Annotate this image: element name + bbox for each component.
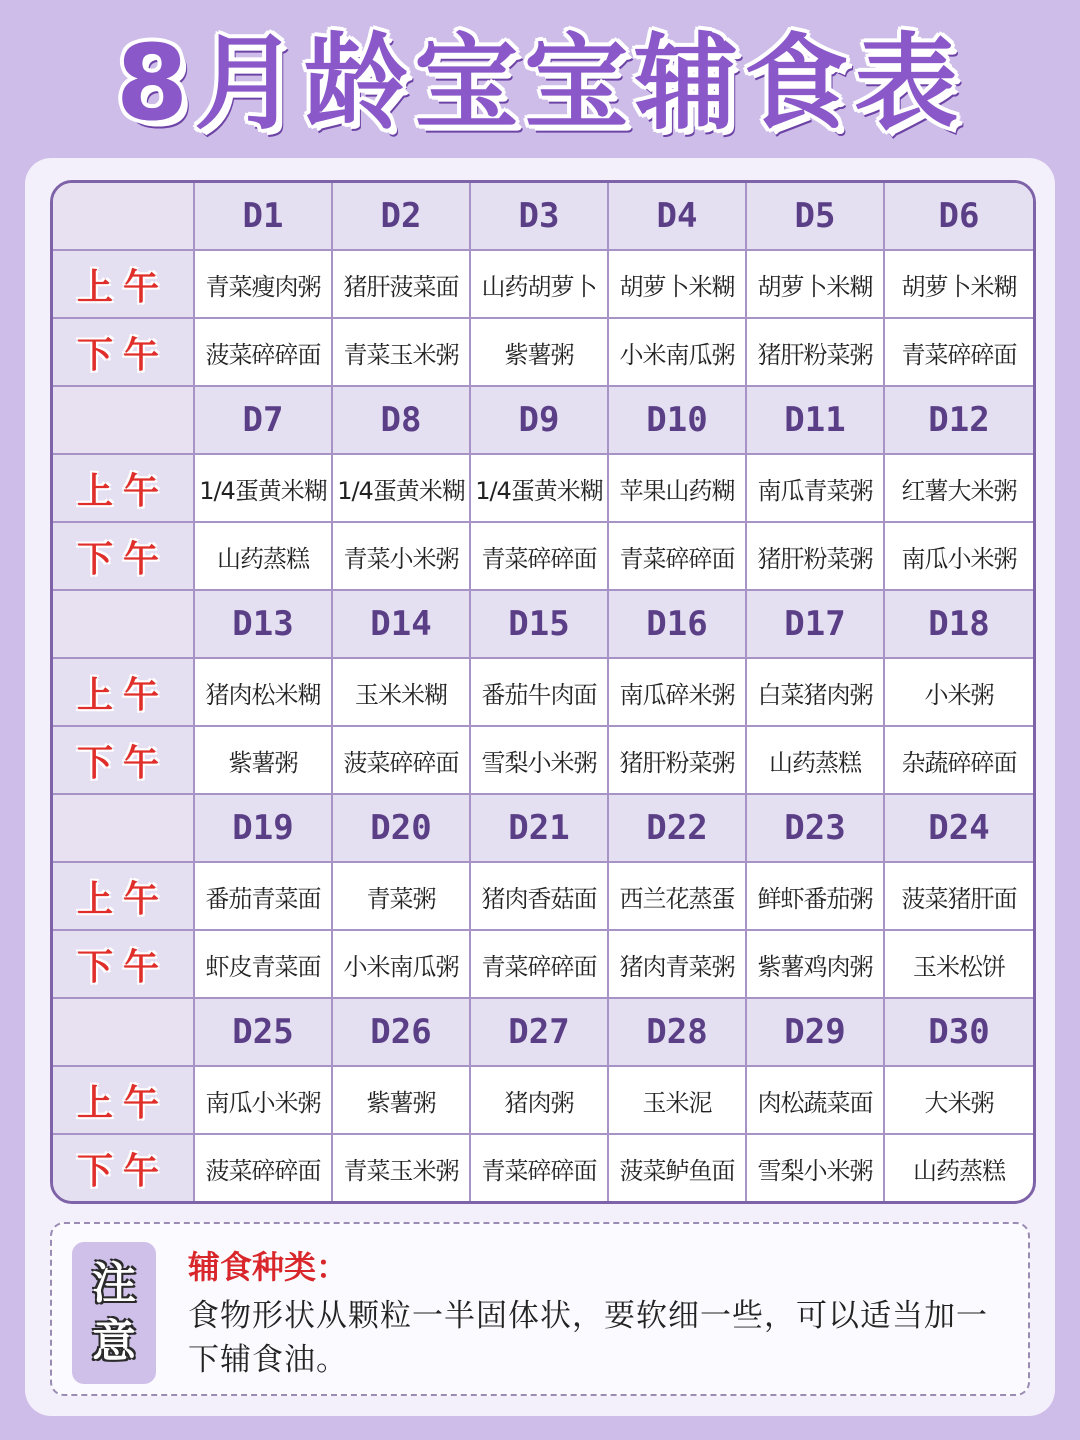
day-header-cell: D8 [333,387,471,455]
page-title: 8月龄宝宝辅食表 [115,22,965,144]
meal-cell: 南瓜小米粥 [885,523,1033,591]
day-header-cell: D12 [885,387,1033,455]
meal-cell: 菠菜鲈鱼面 [609,1135,747,1201]
meal-cell: 猪肉青菜粥 [609,931,747,999]
meal-cell: 猪肉粥 [471,1067,609,1135]
afternoon-meal-row [53,523,1033,591]
meal-cell: 南瓜小米粥 [195,1067,333,1135]
meal-cell: 青菜小米粥 [333,523,471,591]
meal-cell: 猪肝粉菜粥 [747,523,885,591]
day-header-cell: D14 [333,591,471,659]
meal-cell: 青菜碎碎面 [471,1135,609,1201]
header-corner-cell [53,591,195,659]
day-header-cell: D3 [471,183,609,251]
meal-cell: 南瓜青菜粥 [747,455,885,523]
meal-cell: 红薯大米粥 [885,455,1033,523]
meal-cell: 菠菜猪肝面 [885,863,1033,931]
morning-meal-row [53,659,1033,727]
meal-cell: 1/4蛋黄米糊 [195,455,333,523]
meal-cell: 鲜虾番茄粥 [747,863,885,931]
meal-cell: 1/4蛋黄米糊 [333,455,471,523]
afternoon-label: 下午 [53,727,195,795]
header-corner-cell [53,387,195,455]
meal-cell: 菠菜碎碎面 [195,1135,333,1201]
header-corner-cell [53,795,195,863]
meal-cell: 番茄青菜面 [195,863,333,931]
day-header-cell: D23 [747,795,885,863]
day-header-cell: D16 [609,591,747,659]
day-header-cell: D19 [195,795,333,863]
meal-cell: 山药蒸糕 [913,1156,1005,1185]
day-header-cell: D24 [885,795,1033,863]
meal-cell: 1/4蛋黄米糊 [471,455,609,523]
day-header-cell: D4 [609,183,747,251]
day-header-cell: D17 [747,591,885,659]
meal-cell: 猪肉松米糊 [195,659,333,727]
meal-cell: 山药胡萝卜 [471,251,609,319]
meal-cell: 杂蔬碎碎面 [885,727,1033,795]
meal-cell: 青菜碎碎面 [471,523,609,591]
meal-cell: 胡萝卜米糊 [885,251,1033,319]
afternoon-label: 下午 [53,931,195,999]
meal-cell: 青菜玉米粥 [333,319,471,387]
afternoon-meal-row [53,319,1033,387]
meal-cell: 南瓜碎米粥 [609,659,747,727]
day-header-cell: D2 [333,183,471,251]
afternoon-label: 下午 [53,319,195,387]
day-header-cell: D22 [609,795,747,863]
meal-cell: 猪肝粉菜粥 [747,319,885,387]
meal-cell: 菠菜碎碎面 [195,319,333,387]
meal-cell: 胡萝卜米糊 [609,251,747,319]
meal-cell: 雪梨小米粥 [747,1135,885,1201]
meal-cell: 紫薯鸡肉粥 [747,931,885,999]
meal-cell: 猪肝粉菜粥 [609,727,747,795]
day-header-cell: D25 [195,999,333,1067]
meal-cell: 玉米米糊 [333,659,471,727]
note-heading: 辅食种类： [188,1248,349,1286]
afternoon-meal-row [53,727,1033,795]
morning-label: 上午 [53,659,195,727]
day-header-cell: D15 [471,591,609,659]
meal-cell: 青菜碎碎面 [609,523,747,591]
meal-cell: 苹果山药糊 [609,455,747,523]
day-header-cell: D9 [471,387,609,455]
day-header-cell: D21 [471,795,609,863]
header-corner-cell [53,999,195,1067]
afternoon-meal-row [53,1135,1033,1201]
meal-cell: 紫薯粥 [333,1067,471,1135]
meal-cell: 小米粥 [885,659,1033,727]
morning-meal-row [53,863,1033,931]
day-header-row [53,795,1033,863]
meal-cell: 虾皮青菜面 [195,931,333,999]
meal-cell: 青菜瘦肉粥 [195,251,333,319]
day-header-cell: D28 [609,999,747,1067]
meal-cell: 玉米松饼 [885,931,1033,999]
meal-cell: 猪肝菠菜面 [333,251,471,319]
afternoon-meal-row [53,931,1033,999]
note-box [50,1222,1030,1396]
meal-cell: 胡萝卜米糊 [747,251,885,319]
day-header-cell: D18 [885,591,1033,659]
day-header-cell: D10 [609,387,747,455]
note-badge-char: 意 [92,1316,136,1367]
note-badge [72,1242,156,1384]
morning-meal-row [53,251,1033,319]
meal-cell: 紫薯粥 [195,727,333,795]
meal-cell: 番茄牛肉面 [471,659,609,727]
meal-cell: 白菜猪肉粥 [747,659,885,727]
morning-meal-row [53,455,1033,523]
meal-schedule-table [50,180,1036,1204]
day-header-cell: D6 [885,183,1033,251]
meal-cell: 山药蒸糕 [195,523,333,591]
morning-meal-row [53,1067,1033,1135]
day-header-cell: D27 [471,999,609,1067]
meal-cell: 西兰花蒸蛋 [609,863,747,931]
meal-cell: 玉米泥 [609,1067,747,1135]
afternoon-label: 下午 [53,1135,195,1201]
day-header-row [53,183,1033,251]
note-badge-char: 注 [92,1258,136,1309]
day-header-cell: D26 [333,999,471,1067]
morning-label: 上午 [53,863,195,931]
meal-cell: 菠菜碎碎面 [333,727,471,795]
header-corner-cell [53,183,195,251]
meal-cell: 小米南瓜粥 [333,931,471,999]
day-header-cell: D1 [195,183,333,251]
meal-cell: 青菜碎碎面 [471,931,609,999]
note-body: 食物形状从颗粒一半固体状，要软细一些，可以适当加一下辅食油。 [188,1298,988,1378]
day-header-cell: D20 [333,795,471,863]
day-header-cell: D29 [747,999,885,1067]
day-header-cell: D7 [195,387,333,455]
morning-label: 上午 [53,1067,195,1135]
afternoon-label: 下午 [53,523,195,591]
day-header-cell: D30 [885,999,1033,1067]
day-header-row [53,591,1033,659]
day-header-row [53,999,1033,1067]
meal-cell: 青菜碎碎面 [885,319,1033,387]
meal-cell: 肉松蔬菜面 [747,1067,885,1135]
meal-cell: 山药蒸糕 [747,727,885,795]
meal-cell: 大米粥 [885,1067,1033,1135]
morning-label: 上午 [53,251,195,319]
meal-cell: 雪梨小米粥 [471,727,609,795]
day-header-cell: D5 [747,183,885,251]
meal-cell: 小米南瓜粥 [609,319,747,387]
day-header-cell: D13 [195,591,333,659]
meal-cell: 猪肉香菇面 [471,863,609,931]
day-header-cell: D11 [747,387,885,455]
day-header-row [53,387,1033,455]
morning-label: 上午 [53,455,195,523]
meal-cell: 青菜玉米粥 [333,1135,471,1201]
meal-cell: 紫薯粥 [471,319,609,387]
meal-cell: 青菜粥 [333,863,471,931]
